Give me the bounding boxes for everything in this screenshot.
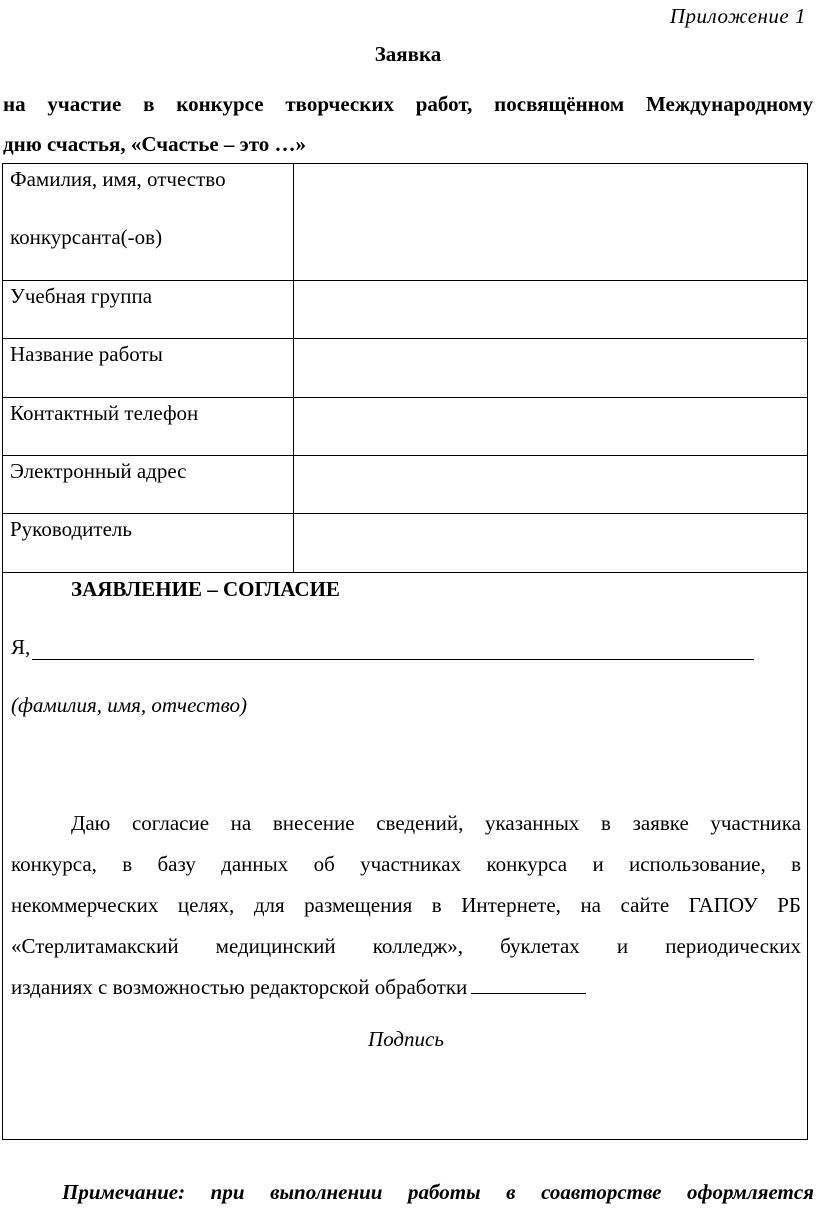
full-name-hint: (фамилия, имя, отчество) (11, 693, 247, 717)
appendix-label: Приложение 1 (669, 4, 806, 28)
application-table (2, 163, 808, 1140)
consent-text-line-last (11, 967, 801, 1008)
signature-blank[interactable] (471, 973, 586, 994)
email-field[interactable] (294, 456, 808, 514)
full-name-field[interactable] (294, 164, 808, 281)
full-name-blank[interactable] (32, 637, 754, 660)
label-phone: Контактный телефон (10, 401, 199, 425)
label-supervisor: Руководитель (10, 517, 132, 541)
footnote: Примечание: при выполнении работы в соавторстве оформляется (62, 1180, 814, 1204)
label-cell-full-name (3, 164, 294, 281)
subtitle-line-2: дню счастья, «Счастье – это …» (3, 132, 307, 156)
consent-section (3, 573, 808, 1140)
consent-text-line: изданиях с возможностью редакторской обработки (11, 975, 468, 999)
document-title: Заявка (374, 42, 442, 66)
consent-text-line: «Стерлитамакский медицинский колледж», буклетах и периодических (11, 934, 801, 958)
phone-field[interactable] (294, 398, 808, 456)
work-title-field[interactable] (294, 339, 808, 398)
consent-text (11, 803, 801, 1008)
label-study-group: Учебная группа (10, 284, 153, 308)
supervisor-field[interactable] (294, 514, 808, 573)
full-name-statement-line (11, 635, 754, 660)
table-row-consent (3, 573, 808, 1140)
consent-text-line: конкурса, в базу данных об участниках конкурса и использование, в (11, 852, 801, 876)
label-work-title: Название работы (10, 342, 163, 366)
subtitle-line-1: на участие в конкурсе творческих работ, посвящённом Международному (3, 92, 813, 116)
study-group-field[interactable] (294, 281, 808, 339)
label-cell-supervisor (3, 514, 294, 573)
consent-text-line: некоммерческих целях, для размещения в Интернете, на сайте ГАПОУ РБ (11, 893, 801, 917)
table-row (3, 164, 808, 281)
label-full-name-line-2: конкурсанта(-ов) (10, 225, 163, 249)
table-row (3, 514, 808, 573)
consent-title: ЗАЯВЛЕНИЕ – СОГЛАСИЕ (71, 577, 340, 601)
label-email: Электронный адрес (10, 459, 187, 483)
label-full-name-line-1: Фамилия, имя, отчество (10, 167, 226, 191)
ya-prefix: Я, (11, 635, 31, 659)
signature-label: Подпись (368, 1027, 444, 1051)
consent-text-line: Даю согласие на внесение сведений, указанных в заявке участника (71, 811, 801, 835)
